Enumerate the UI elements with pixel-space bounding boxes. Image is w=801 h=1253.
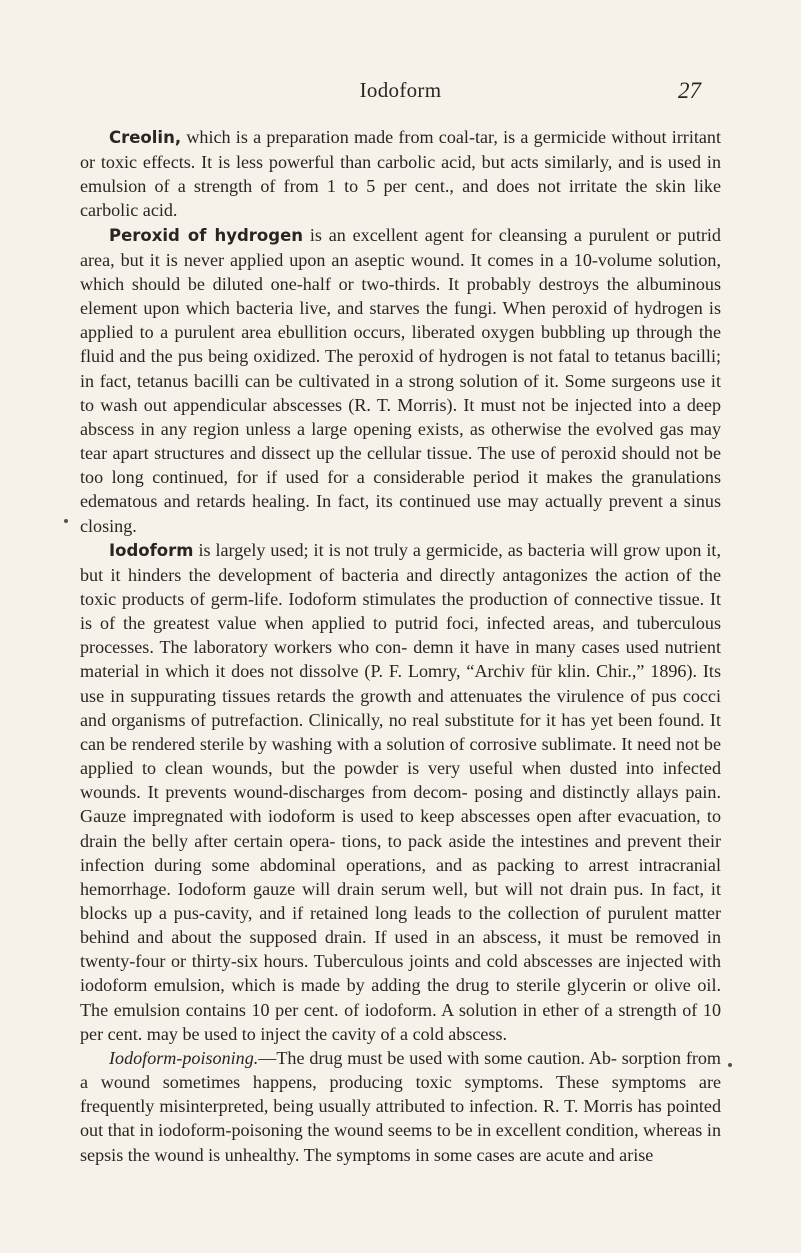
paragraph-peroxid — [80, 223, 721, 538]
margin-mark — [64, 519, 68, 523]
term-heading: Peroxid of hydrogen — [109, 225, 304, 245]
subheading: Iodoform-poisoning. — [109, 1047, 259, 1068]
page-number: 27 — [678, 78, 701, 103]
paragraph-text: —The drug must be used with some caution. Ab- sorption from a wound sometimes happens, producing toxic symptoms. These symptoms are frequently misinterpreted, being usually attributed to infection. R. T. Morris has pointed out that in iodoform-poisoning the wound seems to be in excellent condition, whereas in sepsis the wound is unhealthy. The symptoms in some cases are acute and arise — [80, 1047, 721, 1165]
body-text — [80, 125, 721, 1167]
paragraph-creolin — [80, 125, 721, 223]
running-header — [0, 78, 801, 112]
paragraph-text: is an excellent agent for cleansing a purulent or putrid area, but it is never applied upon an aseptic wound. It comes in a 10-volume solution, which should be diluted one-half or two-thirds. It probably destroys the albuminous element upon which bacteria live, and starves the fungi. When peroxid of hydrogen is applied to a purulent area ebullition occurs, liberated oxygen bubbling up through the fluid and the pus being oxidized. The peroxid of hydrogen is not fatal to tetanus bacilli; in fact, tetanus bacilli can be cultivated in a strong solution of it. Some surgeons use it to wash out appendicular abscesses (R. T. Morris). It must not be injected into a deep abscess in any region unless a large opening exists, as otherwise the evolved gas may tear apart structures and dissect up the cellular tissue. The use of peroxid should not be too long continued, for if used for a considerable period it makes the granulations edematous and retards healing. In fact, its continued use may actually prevent a sinus closing. — [80, 224, 721, 536]
paragraph-text: is largely used; it is not truly a germicide, as bacteria will grow upon it, but it hinders the development of bacteria and directly antagonizes the action of the toxic products of germ-life. Iodoform stimulates the production of connective tissue. It is of the greatest value when applied to putrid foci, infected areas, and tuberculous processes. The laboratory workers who con- demn it have in many cases used nutrient material in which it does not dissolve (P. F. Lomry, “Archiv für klin. Chir.,” 1896). Its use in suppurating tissues retards the growth and attenuates the virulence of pus cocci and organisms of putrefaction. Clinically, no real substitute for it has yet been found. It can be rendered sterile by washing with a solution of corrosive sublimate. It need not be applied to clean wounds, but the powder is very useful when dusted into infected wounds. It prevents wound-discharges from decom- posing and distinctly allays pain. Gauze impregnated with iodoform is used to keep abscesses open after evacuation, to drain the belly after certain opera- tions, to pack aside the intestines and prevent their infection during some abdominal operations, and as packing to arrest intracranial hemorrhage. Iodoform gauze will drain serum well, but will not drain pus. In fact, it blocks up a pus-cavity, and if retained long leads to the collection of purulent matter behind and about the supposed drain. If used in an abscess, it must be removed in twenty-four or thirty-six hours. Tuberculous joints and cold abscesses are injected with iodoform emulsion, which is made by adding the drug to sterile glycerin or olive oil. The emulsion contains 10 per cent. of iodoform. A solution in ether of a strength of 10 per cent. may be used to inject the cavity of a cold abscess. — [80, 539, 721, 1044]
paragraph-iodoform — [80, 538, 721, 1046]
margin-mark — [728, 1063, 732, 1067]
term-heading: Iodoform — [109, 540, 194, 560]
term-heading: Creolin, — [109, 128, 182, 147]
paragraph-iodoform-poisoning — [80, 1046, 721, 1167]
running-head-title: Iodoform — [359, 78, 442, 102]
paragraph-text: which is a preparation made from coal-tar, is a germicide without irritant or toxic effects. It is less powerful than carbolic acid, but acts similarly, and is used in emulsion of a strength of from 1 to 5 per cent., and does not irritate the skin like carbolic acid. — [80, 127, 721, 221]
